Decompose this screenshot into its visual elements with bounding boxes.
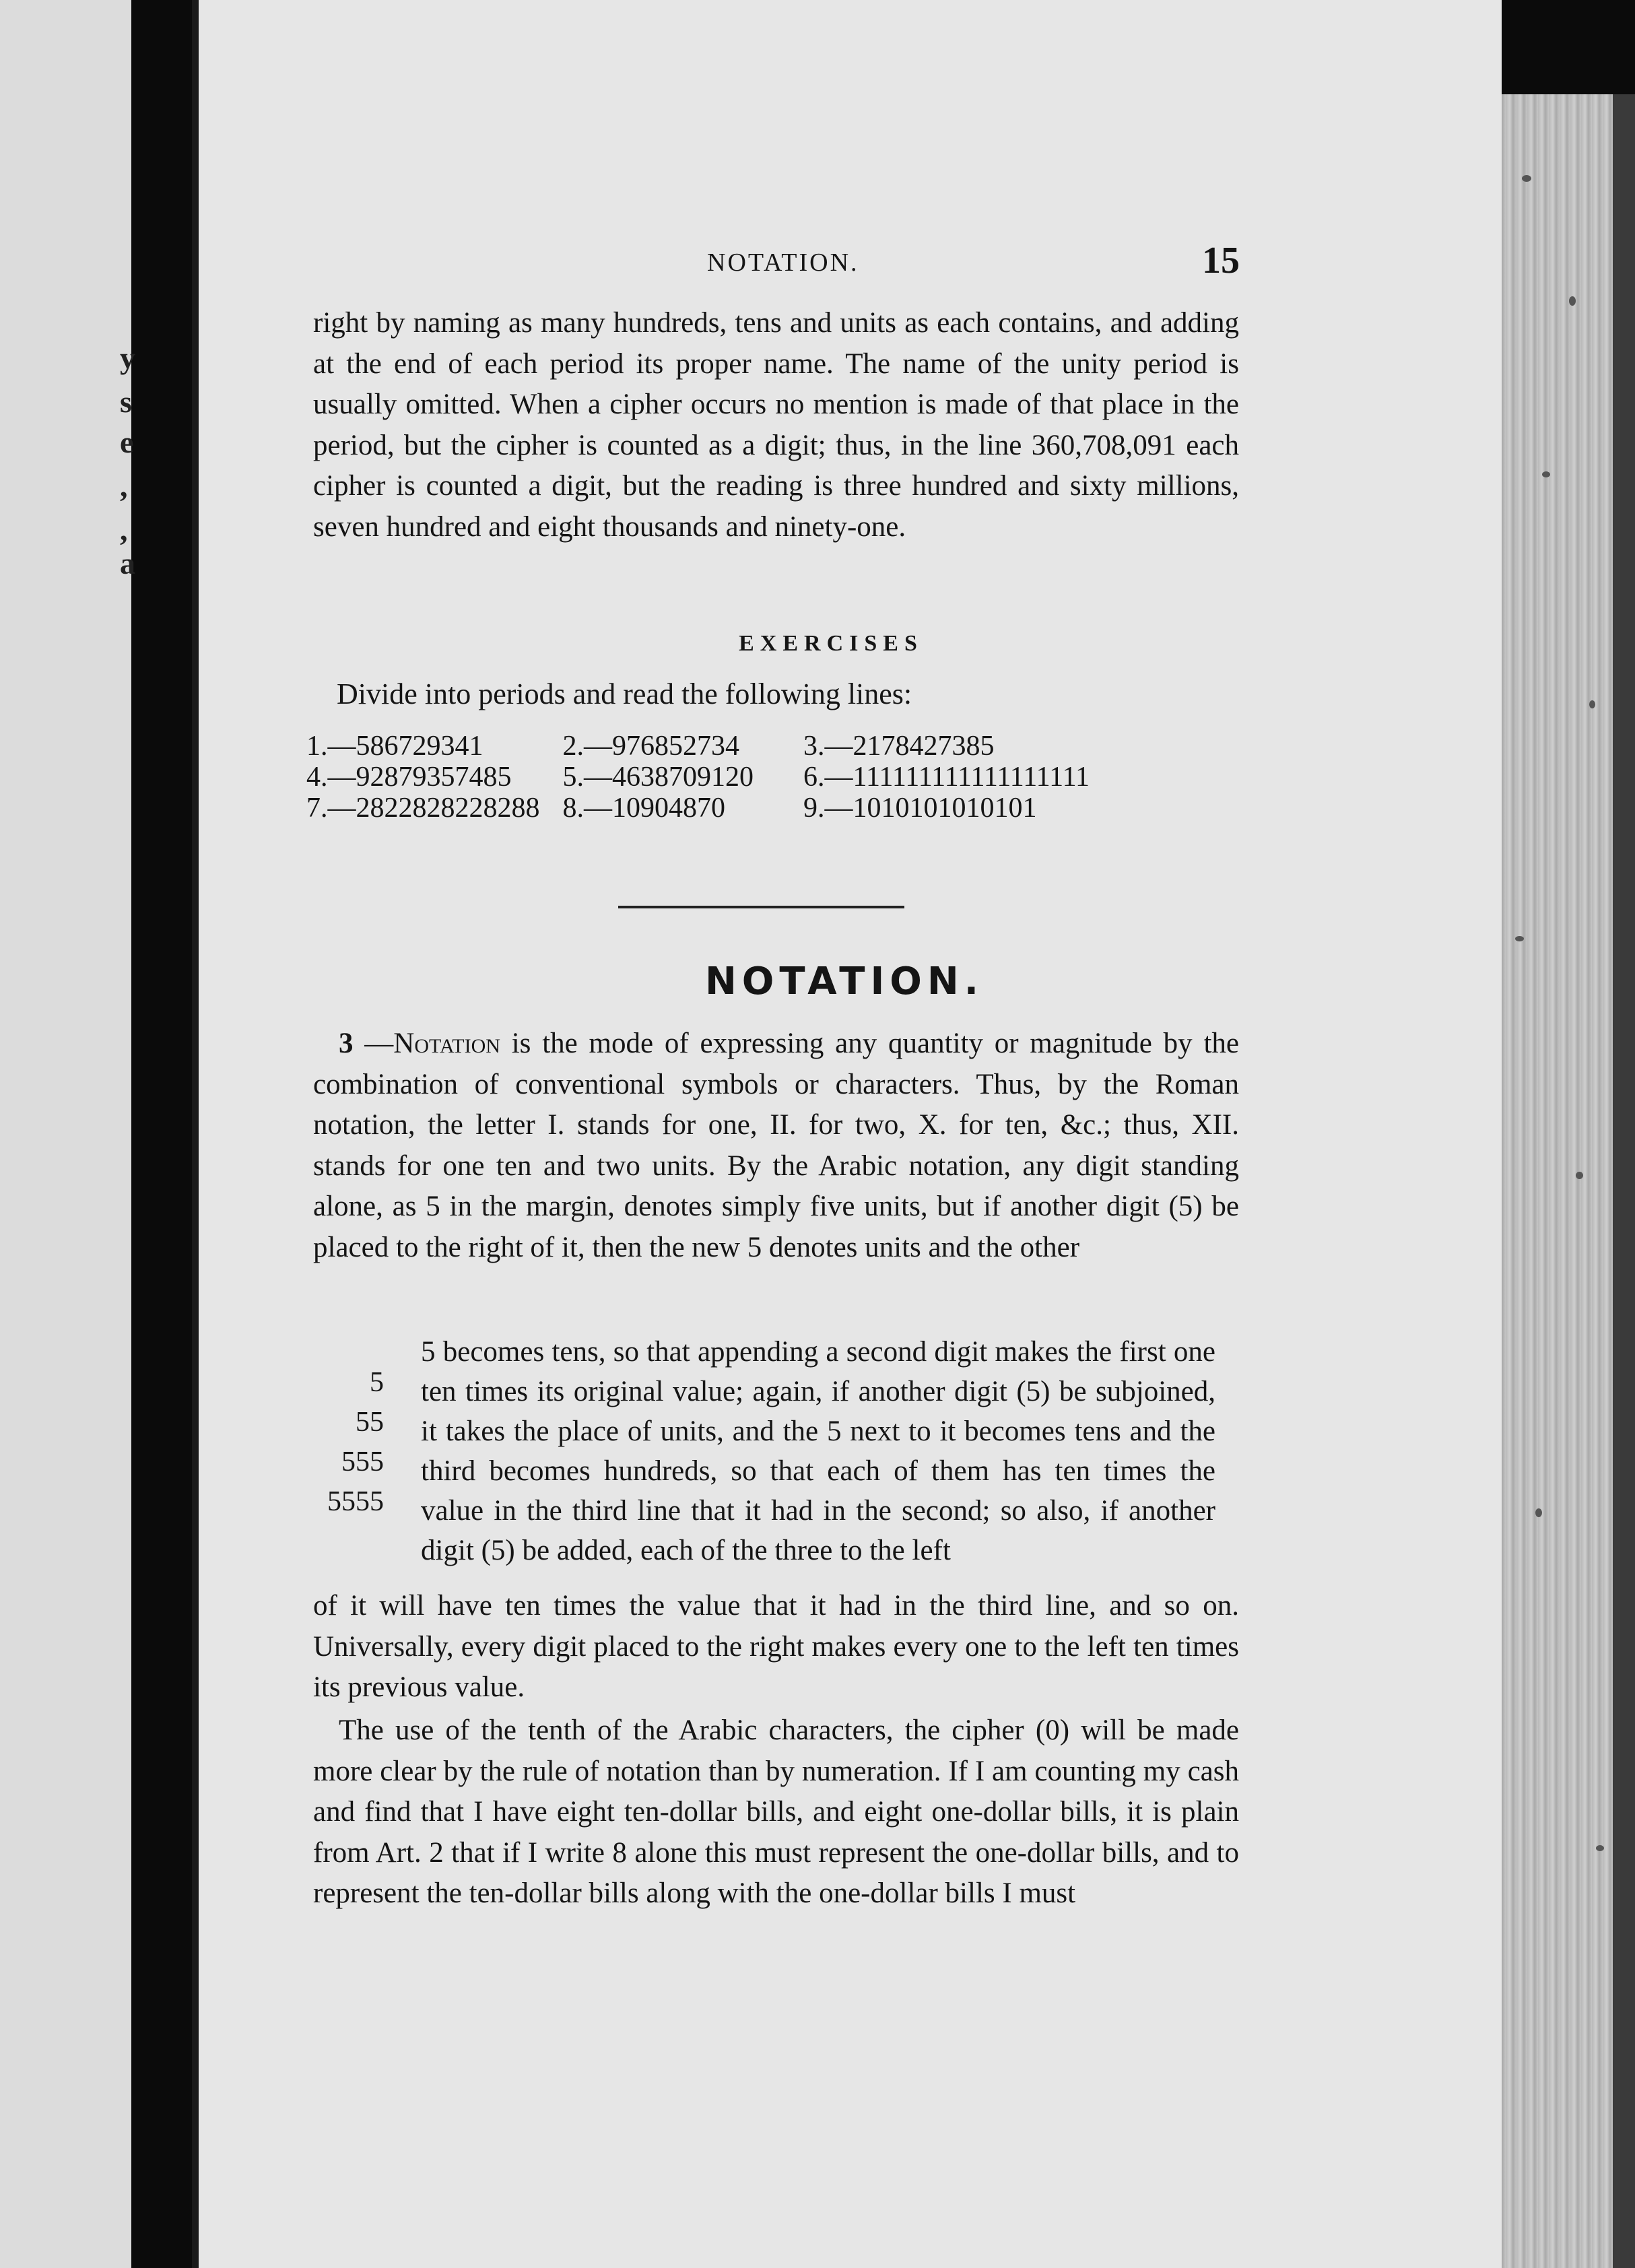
notation-paragraph-open [313,1024,1239,1268]
margin-number: 555 [341,1446,384,1477]
margin-number: 55 [356,1407,384,1438]
notation-text-narrow: 5 becomes tens, so that appending a second digit makes the first one ten times its original value; again, if another digit (5) be subjoined, it takes the place of units, and the 5 next to it becomes tens and the third becomes hundreds, so that each of them has ten times the value in the third line that it had in the second; so also, if another digit (5) be added, each of the three to the left [421,1336,1215,1566]
notation-text-open [313,1024,1239,1268]
exercise-row [306,793,1099,824]
section-divider [618,906,904,908]
notation-body: is the mode of expressing any quantity or magnitude by the combination of conventional symbols or characters. Thus, by the Roman notation, the letter I. stands for one, II. for two, X. for ten, &c.; thus, XII. stands for one ten and two units. By the Arabic notation, any digit standing alone, as 5 in the margin, denotes simply five units, but if another digit (5) be placed to the right of it, then the new 5 denotes units and the other [313,1028,1240,1263]
margin-number: 5555 [327,1486,384,1517]
exercise-item: 6.—111111111111111111 [803,762,1090,793]
exercise-item: 7.—2822828228288 [306,793,540,824]
exercise-item: 5.—4638709120 [562,762,754,793]
notation-paragraph-narrow [421,1303,1215,1599]
page-number: 15 [1202,240,1240,281]
exercises-heading: EXERCISES [739,631,923,656]
notation-text-close: of it will have ten times the value that it had in the third line, and so on. Universally, every digit placed to the right makes every one to the left ten times its previous value. [313,1590,1239,1703]
exercise-item: 2.—976852734 [562,731,739,762]
exercise-item: 4.—92879357485 [306,762,512,793]
intro-paragraph [313,303,1239,547]
exercise-row [306,762,1099,793]
exercise-item: 3.—2178427385 [803,731,995,762]
exercises-table [306,731,1099,824]
margin-number: 5 [370,1367,384,1398]
left-page-letter: a [120,546,135,580]
page-edge-stack [1495,94,1623,2268]
margin-numbers [290,1363,384,1522]
exercise-item: 8.—10904870 [562,793,725,824]
section-heading: NOTATION. [704,960,985,1003]
left-page-letter: s [120,385,132,419]
left-page-fragment [0,0,135,2268]
cipher-text: The use of the tenth of the Arabic characters, the cipher (0) will be made more clear by the rule of notation than by numeration. If I am counting my cash and find that I have eight ten-dollar bills, and eight one-dollar bills, it is plain from Art. 2 that if I write 8 alone this must represent the one-dollar bills, and to represent the ten-dollar bills along with the one-dollar bills I must [313,1714,1239,1909]
running-header: NOTATION. [707,248,859,277]
notation-paragraph-close [313,1586,1239,1708]
left-page-letter: , [120,469,128,503]
article-term: —Notation [364,1028,500,1059]
left-page-letter: y [120,341,135,375]
left-page-letter: e [120,425,134,459]
exercise-item: 1.—586729341 [306,731,483,762]
exercise-row [306,731,1099,762]
cipher-paragraph [313,1710,1239,1914]
exercises-instruction: Divide into periods and read the following lines: [337,677,912,710]
intro-text: right by naming as many hundreds, tens and units as each contains, and adding at the end of each period its proper name. The name of the unity period is usually omitted. When a cipher occurs no mention is made of that place in the period, but the cipher is counted as a digit; thus, in the line 360,708,091 each cipher is counted a digit, but the reading is three hundred and sixty millions, seven hundred and eight thousands and ninety-one. [313,307,1239,543]
exercise-item: 9.—1010101010101 [803,793,1037,824]
left-page-letter: , [120,512,128,547]
page-edge-shadow [1613,94,1635,2268]
article-number: 3 [339,1028,354,1059]
